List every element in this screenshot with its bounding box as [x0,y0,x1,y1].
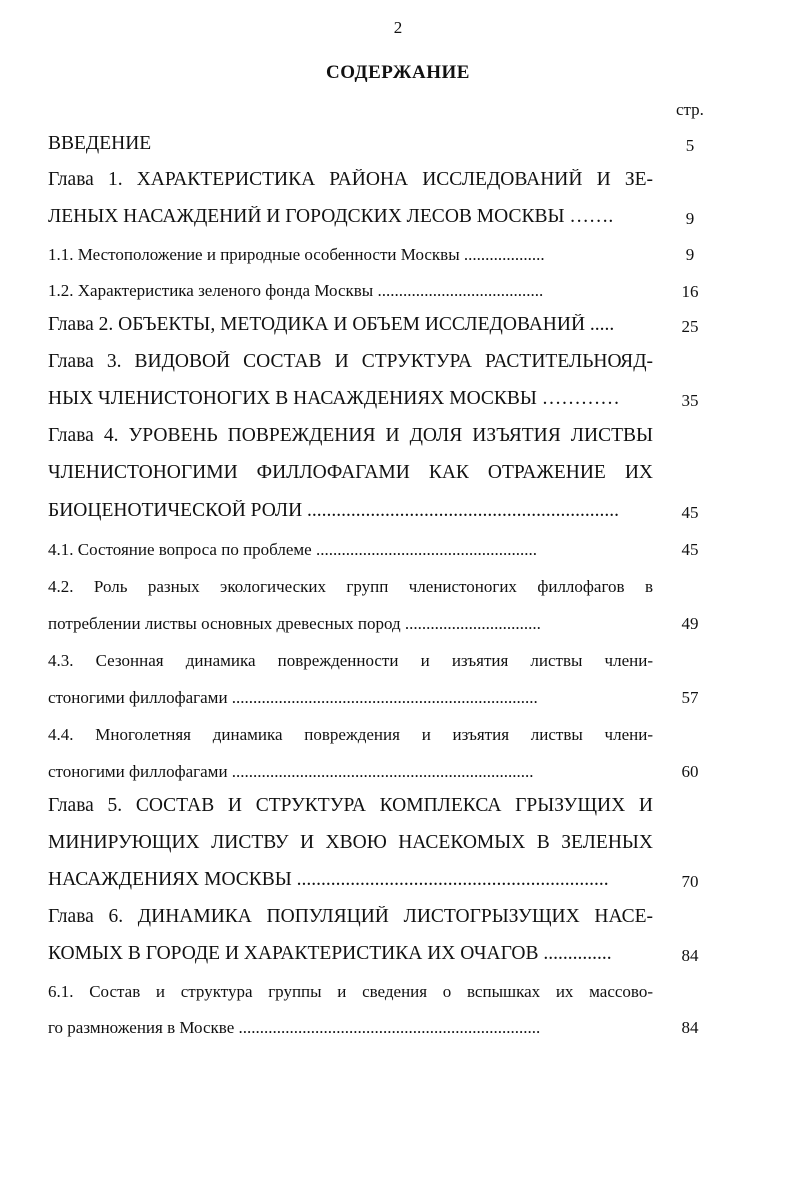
toc-entry-line: Глава 1. ХАРАКТЕРИСТИКА РАЙОНА ИССЛЕДОВАНИЙ И ЗЕ- [48,169,653,190]
toc-entry-page: 57 [681,688,699,707]
page-column-label: стр. [676,100,704,119]
toc-entry-page: 45 [681,540,699,559]
toc-entry-line: Глава 4. УРОВЕНЬ ПОВРЕЖДЕНИЯ И ДОЛЯ ИЗЪЯТИЯ ЛИСТВЫ [48,425,653,446]
toc-entry-line: Глава 5. СОСТАВ И СТРУКТУРА КОМПЛЕКСА ГРЫЗУЩИХ И [48,795,653,816]
toc-entry-page: 5 [685,136,695,155]
toc-entry-line: 4.4. Многолетняя динамика повреждения и изъятия листвы члени- [48,725,653,744]
toc-entry-line: Глава 6. ДИНАМИКА ПОПУЛЯЦИЙ ЛИСТОГРЫЗУЩИХ НАСЕ- [48,906,653,927]
toc-entry-page: 49 [681,614,699,633]
toc-entry-line: 4.2. Роль разных экологических групп членистоногих филлофагов в [48,577,653,596]
toc-entry-page: 45 [681,503,699,522]
toc-entry-page: 35 [681,391,699,410]
toc-entry-page: 84 [681,1018,699,1037]
toc-entry-line: 4.3. Сезонная динамика поврежденности и изъятия листвы члени- [48,651,653,670]
toc-entry-line: МИНИРУЮЩИХ ЛИСТВУ И ХВОЮ НАСЕКОМЫХ В ЗЕЛЕНЫХ [48,832,653,853]
toc-entry-page: 60 [681,762,699,781]
toc-entry-line: потреблении листвы основных древесных пород ................................ [48,614,541,633]
toc-entry-page: 16 [681,282,699,301]
toc-entry-page: 84 [681,946,699,965]
toc-entry-line: 1.1. Местоположение и природные особенности Москвы ................... [48,245,545,264]
toc-entry-line: 4.1. Состояние вопроса по проблеме .................................................... [48,540,537,559]
toc-entry-line: ЧЛЕНИСТОНОГИМИ ФИЛЛОФАГАМИ КАК ОТРАЖЕНИЕ ИХ [48,462,653,483]
toc-entry-line: Глава 2. ОБЪЕКТЫ, МЕТОДИКА И ОБЪЕМ ИССЛЕДОВАНИЙ ..... [48,314,615,335]
toc-entry-page: 25 [681,317,699,336]
toc-entry-line: 6.1. Состав и структура группы и сведения о вспышках их массово- [48,982,653,1001]
toc-entry-page: 9 [685,209,695,228]
toc-entry-page: 70 [681,872,699,891]
toc-entry-line: КОМЫХ В ГОРОДЕ И ХАРАКТЕРИСТИКА ИХ ОЧАГОВ .............. [48,943,612,964]
toc-entry-line: Глава 3. ВИДОВОЙ СОСТАВ И СТРУКТУРА РАСТИТЕЛЬНОЯД- [48,351,653,372]
toc-entry-line: БИОЦЕНОТИЧЕСКОЙ РОЛИ ................................................................ [48,500,620,521]
page-number: 2 [393,18,403,37]
toc-title: СОДЕРЖАНИЕ [326,62,470,83]
toc-entry-line: стоногими филлофагами ........................................................................ [48,688,538,707]
toc-entry-line: ЛЕНЫХ НАСАЖДЕНИЙ И ГОРОДСКИХ ЛЕСОВ МОСКВЫ ……. [48,206,614,227]
toc-entry-page: 9 [685,245,695,264]
toc-entry-line: 1.2. Характеристика зеленого фонда Москвы ....................................... [48,281,544,300]
toc-entry-line: НЫХ ЧЛЕНИСТОНОГИХ В НАСАЖДЕНИЯХ МОСКВЫ ………… [48,388,620,409]
toc-entry-line: НАСАЖДЕНИЯХ МОСКВЫ ................................................................ [48,869,609,890]
toc-entry-line: стоногими филлофагами ....................................................................... [48,762,534,781]
toc-entry-line: ВВЕДЕНИЕ [48,133,152,154]
toc-entry-line: го размножения в Москве ....................................................................... [48,1018,541,1037]
